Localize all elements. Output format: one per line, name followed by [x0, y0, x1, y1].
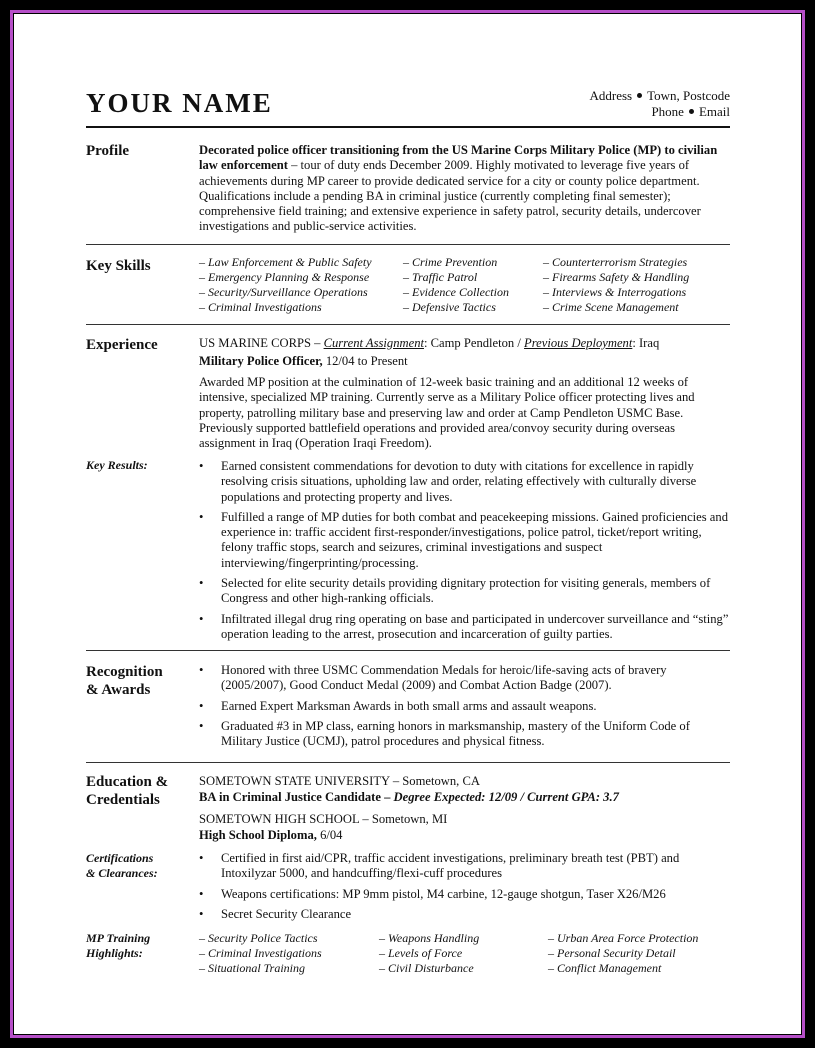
list-item: • Graduated #3 in MP class, earning honors in marksmanship, mastery of the Uniform Code of Military Justice (UCMJ), patrol procedures and physical fitness.: [199, 719, 732, 750]
header-divider: [86, 126, 730, 128]
skill-item: – Defensive Tactics: [403, 300, 496, 314]
certifications-label-line: & Clearances:: [86, 866, 158, 880]
training-column-1: [199, 931, 374, 976]
skill-item: – Crime Prevention: [403, 255, 498, 269]
experience-org: US MARINE CORPS –: [199, 336, 324, 350]
skill-item: – Criminal Investigations: [199, 300, 322, 314]
bullet-dot-icon: [689, 109, 694, 114]
bullet-dot-icon: [637, 93, 642, 98]
skill-item: – Security/Surveillance Operations: [199, 285, 368, 299]
contact-email: Email: [698, 104, 730, 119]
section-divider: [86, 762, 730, 763]
skill-item: – Crime Scene Management: [543, 300, 679, 314]
certifications-list: [199, 851, 732, 927]
recognition-title: [86, 663, 163, 699]
training-item: – Personal Security Detail: [548, 946, 676, 960]
skill-item: – Traffic Patrol: [403, 270, 478, 284]
skills-column-2: [403, 255, 538, 315]
degree-1-details: Degree Expected: 12/09 / Current GPA: 3.7: [393, 790, 619, 804]
contact-phone: Phone: [651, 104, 684, 119]
training-item: – Urban Area Force Protection: [548, 931, 699, 945]
list-item: • Certified in first aid/CPR, traffic accident investigations, preliminary breath test (PBT) and Intoxilyzar 5000, and handcuffing/flexi-cuff procedures: [199, 851, 732, 882]
training-item: – Levels of Force: [379, 946, 463, 960]
degree-1: [199, 790, 732, 805]
list-item: • Secret Security Clearance: [199, 907, 732, 922]
experience-org-line: [199, 336, 732, 351]
contact-address: Address: [589, 88, 633, 103]
list-item: • Earned consistent commendations for devotion to duty with citations for excellence in rapidly resolving crisis situations, upholding law and order, relating effectively with culturally diverse populations and protecting property and lives.: [199, 459, 732, 505]
resume-name: YOUR NAME: [86, 88, 273, 118]
list-item: • Honored with three USMC Commendation Medals for heroic/life-saving acts of bravery (2005/2007), Good Conduct Medal (2009) and Combat Action Badge (2007).: [199, 663, 732, 694]
degree-1-title: BA in Criminal Justice Candidate –: [199, 790, 394, 804]
training-item: – Civil Disturbance: [379, 961, 474, 975]
list-item: • Fulfilled a range of MP duties for both combat and peacekeeping missions. Gained proficiencies and experience in: traffic accident first-responder/investigations, police patrol, ticket/report writing, felony traffic stops, search and seizures, criminal investigations and suspect interviewing/fingerprinting/processing.: [199, 510, 732, 571]
skills-column-1: [199, 255, 399, 315]
skills-column-3: [543, 255, 733, 315]
training-label: [86, 931, 150, 961]
certifications-label: [86, 851, 158, 881]
training-label-line: Highlights:: [86, 946, 143, 960]
resume-page: [14, 14, 801, 1034]
training-label-line: MP Training: [86, 931, 151, 945]
list-item: • Selected for elite security details providing dignitary protection for visiting generals, members of Congress and other high-ranking officials.: [199, 576, 732, 607]
key-results-list: [199, 459, 732, 647]
training-column-2: [379, 931, 544, 976]
previous-deployment-label: Previous Deployment: [524, 336, 633, 350]
training-item: – Conflict Management: [548, 961, 662, 975]
education-title-line: Education &: [86, 774, 169, 790]
profile-lead: Decorated police officer transitioning from the US Marine Corps Military Police (MP) to civilian law enforcement: [199, 143, 718, 173]
recognition-title-line: & Awards: [86, 682, 151, 698]
skill-item: – Counterterrorism Strategies: [543, 255, 688, 269]
current-assignment-label: Current Assignment: [323, 336, 424, 350]
school-2: SOMETOWN HIGH SCHOOL – Sometown, MI: [199, 812, 448, 826]
certifications-label-line: Certifications: [86, 851, 154, 865]
key-results-label: Key Results:: [86, 458, 148, 472]
profile-body: – tour of duty ends December 2009. Highly motivated to leverage five years of achievements during MP career to provide dedicated service for a city or county police department. Qualifications include a pending BA in criminal justice (currently completing final semester); comprehensive field training; and extensive experience in safety patrol, security details, undercover investigations and public-service activities.: [199, 158, 701, 234]
skill-item: – Evidence Collection: [403, 285, 509, 299]
previous-deployment-location: : Iraq: [632, 336, 660, 350]
contact-block: [590, 88, 730, 120]
section-divider: [86, 244, 730, 245]
experience-title: Experience: [86, 337, 158, 353]
skill-item: – Interviews & Interrogations: [543, 285, 687, 299]
skill-item: – Law Enforcement & Public Safety: [199, 255, 372, 269]
section-divider: [86, 324, 730, 325]
education-title: [86, 773, 168, 809]
degree-2: [199, 828, 732, 843]
training-item: – Security Police Tactics: [199, 931, 318, 945]
training-column-3: [548, 931, 733, 976]
experience-role: Military Police Officer,: [199, 354, 323, 368]
experience-summary: Awarded MP position at the culmination of 12-week basic training and an additional 12 weeks of intensive, specialized MP training. Currently serve as a Military Police officer protecting lives and property, patrolling military base and preserving law and order at Camp Pendleton USMC Base. Previously supported battlefield operations and provided area/convoy security during overseas assignment in Iraq (Operation Iraqi Freedom).: [199, 375, 695, 451]
training-item: – Criminal Investigations: [199, 946, 322, 960]
skill-item: – Emergency Planning & Response: [199, 270, 370, 284]
training-item: – Weapons Handling: [379, 931, 480, 945]
experience-role-line: [199, 354, 732, 369]
list-item: • Earned Expert Marksman Awards in both small arms and assault weapons.: [199, 699, 732, 714]
degree-2-title: High School Diploma,: [199, 828, 317, 842]
key-skills-title: Key Skills: [86, 258, 151, 274]
recognition-list: [199, 663, 732, 754]
recognition-title-line: Recognition: [86, 664, 163, 680]
section-divider: [86, 650, 730, 651]
degree-2-date: 6/04: [316, 828, 343, 842]
experience-dates: 12/04 to Present: [322, 354, 408, 368]
school-1: SOMETOWN STATE UNIVERSITY – Sometown, CA: [199, 774, 480, 788]
skill-item: – Firearms Safety & Handling: [543, 270, 690, 284]
training-item: – Situational Training: [199, 961, 306, 975]
profile-text: [199, 143, 732, 235]
education-title-line: Credentials: [86, 792, 160, 808]
list-item: • Infiltrated illegal drug ring operating on base and participated in undercover surveillance and “sting” operation leading to the arrest, prosecution and incarceration of guilty parties.: [199, 612, 732, 643]
current-assignment-location: : Camp Pendleton /: [423, 336, 525, 350]
profile-title: Profile: [86, 143, 130, 159]
contact-town: Town, Postcode: [647, 88, 730, 103]
list-item: • Weapons certifications: MP 9mm pistol, M4 carbine, 12-gauge shotgun, Taser X26/M26: [199, 887, 732, 902]
